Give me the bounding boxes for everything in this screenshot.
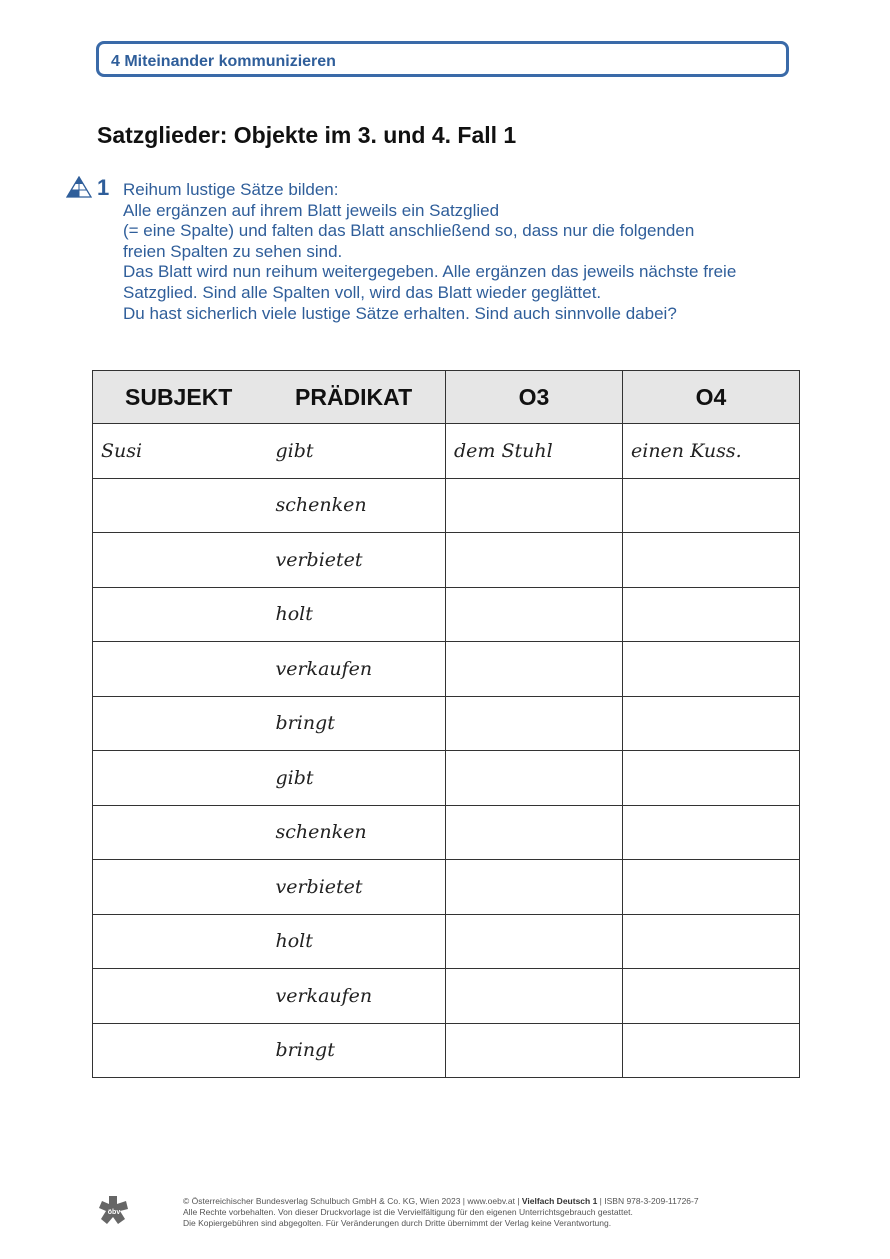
cell-subjekt[interactable] — [93, 642, 270, 697]
cell-subjekt[interactable] — [93, 805, 270, 860]
task-instructions — [123, 180, 803, 324]
cell-praedikat: holt — [270, 914, 446, 969]
header-o3: O3 — [446, 371, 623, 424]
instruction-line: (= eine Spalte) und falten das Blatt anschließend so, dass nur die folgenden — [123, 221, 695, 241]
header-praedikat: PRÄDIKAT — [295, 383, 413, 410]
table-header-row — [93, 371, 800, 424]
cell-praedikat: verbietet — [270, 860, 446, 915]
chapter-header — [96, 41, 789, 77]
table-row — [93, 751, 800, 806]
cell-praedikat: gibt — [270, 424, 446, 479]
table-row — [93, 914, 800, 969]
table-row — [93, 642, 800, 697]
cell-o3[interactable] — [446, 860, 623, 915]
footer-copyright — [183, 1196, 699, 1229]
cell-praedikat: holt — [270, 587, 446, 642]
chapter-title: 4 Miteinander kommunizieren — [111, 53, 336, 70]
cell-o4[interactable] — [623, 533, 800, 588]
footer-line-3: Die Kopiergebühren sind abgegolten. Für Veränderungen durch Dritte übernimmt der Verlag keine Verantwortung. — [183, 1218, 612, 1228]
header-subjekt-praedikat — [93, 371, 446, 424]
cell-o4[interactable] — [623, 642, 800, 697]
table-row — [93, 805, 800, 860]
table-row — [93, 533, 800, 588]
instruction-line: Das Blatt wird nun reihum weitergegeben. Alle ergänzen das jeweils nächste freie — [123, 262, 737, 282]
cell-subjekt[interactable] — [93, 533, 270, 588]
cell-o4[interactable] — [623, 969, 800, 1024]
cell-o3[interactable] — [446, 1023, 623, 1078]
cell-o3[interactable] — [446, 914, 623, 969]
difficulty-pyramid-icon — [66, 176, 92, 198]
cell-o4[interactable] — [623, 860, 800, 915]
cell-o3[interactable] — [446, 533, 623, 588]
header-o4: O4 — [623, 371, 800, 424]
cell-o4[interactable] — [623, 751, 800, 806]
table-row — [93, 696, 800, 751]
cell-o4[interactable] — [623, 805, 800, 860]
cell-o4[interactable] — [623, 1023, 800, 1078]
cell-o3[interactable] — [446, 587, 623, 642]
oebv-logo-icon — [98, 1194, 130, 1226]
footer-line-1: © Österreichischer Bundesverlag Schulbuch GmbH & Co. KG, Wien 2023 | www.oebv.at | Vielfach Deutsch 1 | ISBN 978-3-209-11726-7 — [183, 1196, 699, 1206]
table-row — [93, 587, 800, 642]
cell-subjekt[interactable] — [93, 696, 270, 751]
cell-o4[interactable] — [623, 914, 800, 969]
cell-subjekt[interactable] — [93, 1023, 270, 1078]
footer-line-2: Alle Rechte vorbehalten. Von dieser Druckvorlage ist die Vervielfältigung für den eigenen Unterrichtsgebrauch gestattet. — [183, 1207, 633, 1217]
table-row — [93, 478, 800, 533]
instruction-line: Alle ergänzen auf ihrem Blatt jeweils ein Satzglied — [123, 200, 500, 220]
cell-o3[interactable] — [446, 478, 623, 533]
cell-o4[interactable] — [623, 587, 800, 642]
cell-o3[interactable] — [446, 805, 623, 860]
logo-text: öbv — [107, 1209, 121, 1216]
table-row — [93, 860, 800, 915]
cell-praedikat: verkaufen — [270, 642, 446, 697]
header-subjekt: SUBJEKT — [125, 383, 233, 410]
cell-praedikat: bringt — [270, 696, 446, 751]
cell-praedikat: verbietet — [270, 533, 446, 588]
cell-praedikat: gibt — [270, 751, 446, 806]
cell-praedikat: verkaufen — [270, 969, 446, 1024]
cell-o4[interactable]: einen Kuss. — [623, 424, 800, 479]
cell-o4[interactable] — [623, 478, 800, 533]
table-row — [93, 969, 800, 1024]
cell-o3[interactable] — [446, 696, 623, 751]
cell-subjekt[interactable] — [93, 478, 270, 533]
worksheet-table — [92, 370, 800, 1078]
cell-subjekt[interactable] — [93, 914, 270, 969]
cell-o3[interactable]: dem Stuhl — [446, 424, 623, 479]
cell-subjekt[interactable]: Susi — [93, 424, 270, 479]
instruction-line: freien Spalten zu sehen sind. — [123, 241, 343, 261]
task-number: 1 — [97, 175, 110, 200]
page-title: Satzglieder: Objekte im 3. und 4. Fall 1 — [97, 122, 517, 148]
table-row — [93, 1023, 800, 1078]
cell-subjekt[interactable] — [93, 751, 270, 806]
table-row — [93, 424, 800, 479]
cell-o3[interactable] — [446, 751, 623, 806]
instruction-line: Reihum lustige Sätze bilden: — [123, 180, 339, 199]
cell-praedikat: schenken — [270, 805, 446, 860]
cell-subjekt[interactable] — [93, 969, 270, 1024]
instruction-line: Du hast sicherlich viele lustige Sätze erhalten. Sind auch sinnvolle dabei? — [123, 303, 677, 323]
cell-o4[interactable] — [623, 696, 800, 751]
cell-subjekt[interactable] — [93, 587, 270, 642]
cell-o3[interactable] — [446, 642, 623, 697]
cell-o3[interactable] — [446, 969, 623, 1024]
cell-praedikat: bringt — [270, 1023, 446, 1078]
cell-praedikat: schenken — [270, 478, 446, 533]
cell-subjekt[interactable] — [93, 860, 270, 915]
instruction-line: Satzglied. Sind alle Spalten voll, wird das Blatt wieder geglättet. — [123, 282, 602, 302]
